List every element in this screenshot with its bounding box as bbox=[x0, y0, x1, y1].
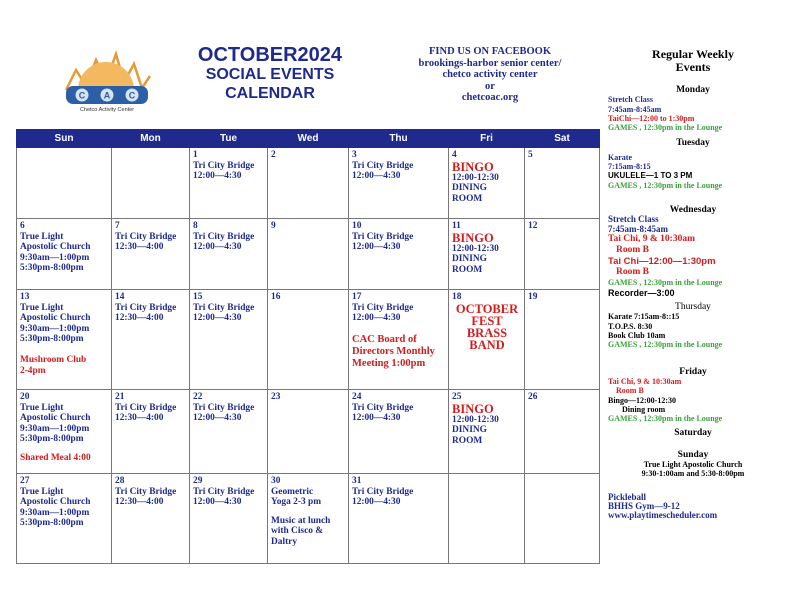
day-number: 8 bbox=[193, 221, 198, 231]
week-row-3 bbox=[17, 290, 600, 390]
title-line-2: SOCIAL EVENTS bbox=[205, 66, 335, 83]
event-text: DINING bbox=[452, 254, 487, 265]
pickleball-title: Pickleball bbox=[608, 491, 646, 502]
day-cell-3 bbox=[349, 148, 449, 219]
day-number: 10 bbox=[352, 221, 362, 231]
day-number: 1 bbox=[193, 150, 198, 160]
day-cell-26 bbox=[525, 390, 600, 474]
title-line-1: OCTOBER2024 bbox=[197, 44, 343, 66]
event-time: 12:00—4:30 bbox=[193, 497, 242, 508]
event-text: Tri City Bridge bbox=[115, 486, 177, 497]
event-text: Tri City Bridge bbox=[352, 231, 414, 242]
day-number: 17 bbox=[352, 292, 362, 302]
weekly-event: Stretch Class bbox=[608, 95, 653, 105]
week-row-2 bbox=[17, 219, 600, 290]
event-text: Tri City Bridge bbox=[193, 160, 255, 171]
board-meeting-text: CAC Board of bbox=[352, 333, 417, 345]
event-text: True Light bbox=[20, 486, 64, 497]
pickleball-website: www.playtimescheduler.com bbox=[608, 510, 718, 521]
event-time: 12:00—4:30 bbox=[352, 171, 401, 182]
day-number: 15 bbox=[193, 292, 203, 302]
weekly-event: T.O.P.S. 8:30 bbox=[608, 321, 653, 331]
day-number: 26 bbox=[528, 392, 538, 402]
board-meeting-text: Directors Monthly bbox=[352, 345, 435, 357]
logo-caption: Chetco Activity Center bbox=[79, 107, 135, 113]
day-number: 2 bbox=[271, 150, 276, 160]
event-text: Tri City Bridge bbox=[115, 231, 177, 242]
weekly-event: Karate bbox=[608, 152, 632, 162]
event-time: Yoga 2-3 pm bbox=[271, 497, 321, 508]
day-cell-empty bbox=[17, 148, 112, 219]
weekday-mon: Mon bbox=[112, 130, 190, 148]
weekly-day-wednesday: Wednesday bbox=[669, 204, 717, 215]
weekly-event: GAMES , 12:30pm in the Lounge bbox=[608, 180, 723, 190]
event-time: 5:30pm-8:00pm bbox=[20, 334, 84, 345]
weekly-event: Karate 7:15am-8::15 bbox=[608, 312, 680, 322]
event-time: 9:30am—1:00pm bbox=[20, 252, 90, 263]
event-text: Apostolic Church bbox=[20, 497, 91, 508]
logo-letter-1: C bbox=[78, 90, 86, 101]
event-time: 12:00—4:30 bbox=[352, 413, 401, 424]
event-time: 9:30am—1:00pm bbox=[20, 423, 90, 434]
day-number: 24 bbox=[352, 392, 362, 402]
event-text: True Light bbox=[20, 302, 64, 313]
facebook-info bbox=[395, 46, 585, 104]
weekly-event: GAMES , 12:30pm in the Lounge bbox=[608, 277, 723, 287]
event-time: 12:00-12:30 bbox=[452, 172, 499, 183]
weekday-sat: Sat bbox=[525, 130, 600, 148]
event-text: Tri City Bridge bbox=[352, 302, 414, 313]
day-number: 7 bbox=[115, 221, 120, 231]
day-number: 14 bbox=[115, 292, 125, 302]
day-cell-1 bbox=[190, 148, 268, 219]
event-text: Tri City Bridge bbox=[115, 302, 177, 313]
day-cell-13 bbox=[17, 290, 112, 390]
weekly-event: Room B bbox=[616, 244, 649, 255]
day-cell-4 bbox=[449, 148, 525, 219]
event-text: Geometric bbox=[271, 486, 314, 497]
day-number: 25 bbox=[452, 392, 462, 402]
event-text: Tri City Bridge bbox=[193, 231, 255, 242]
event-time: 12:30—4:00 bbox=[115, 242, 164, 253]
sun-logo-icon bbox=[58, 42, 154, 114]
day-number: 28 bbox=[115, 476, 125, 486]
weekday-thu: Thu bbox=[349, 130, 449, 148]
event-text: Music at lunch bbox=[271, 515, 331, 526]
day-number: 3 bbox=[352, 150, 357, 160]
day-cell-19 bbox=[525, 290, 600, 390]
weekly-event: Recorder—3:00 bbox=[608, 288, 675, 299]
weekly-title-2: Events bbox=[675, 60, 711, 74]
day-cell-18 bbox=[449, 290, 525, 390]
weekly-event: Room B bbox=[616, 386, 644, 396]
event-time: 12:00—4:30 bbox=[193, 171, 242, 182]
day-cell-14 bbox=[112, 290, 190, 390]
day-cell-6 bbox=[17, 219, 112, 290]
page-title bbox=[170, 46, 370, 103]
event-text: Tri City Bridge bbox=[193, 302, 255, 313]
event-time: 12:00—4:30 bbox=[193, 313, 242, 324]
weekday-tue: Tue bbox=[190, 130, 268, 148]
event-time: 5:30pm-8:00pm bbox=[20, 518, 84, 529]
event-text: ROOM bbox=[452, 435, 483, 446]
logo-letter-3: C bbox=[128, 90, 136, 101]
event-time: 12:00—4:30 bbox=[193, 242, 242, 253]
day-number: 29 bbox=[193, 476, 203, 486]
event-text: Tri City Bridge bbox=[193, 486, 255, 497]
event-time: 12:00—4:30 bbox=[352, 313, 401, 324]
calendar-grid bbox=[16, 129, 600, 564]
day-cell-7 bbox=[112, 219, 190, 290]
day-cell-23 bbox=[268, 390, 349, 474]
weekly-event: Room B bbox=[616, 266, 649, 277]
day-number: 6 bbox=[20, 221, 25, 231]
weekly-event: Stretch Class bbox=[608, 214, 659, 225]
bingo-label: BINGO bbox=[452, 230, 494, 245]
event-text: Apostolic Church bbox=[20, 313, 91, 324]
weekly-event: UKULELE—1 TO 3 PM bbox=[608, 171, 693, 181]
day-cell-9 bbox=[268, 219, 349, 290]
weekly-day-tuesday: Tuesday bbox=[676, 138, 710, 149]
event-time: 12:30—4:00 bbox=[115, 497, 164, 508]
day-cell-15 bbox=[190, 290, 268, 390]
event-time: 12:00-12:30 bbox=[452, 414, 499, 425]
day-cell-30 bbox=[268, 474, 349, 564]
weekly-event: 7:45am-8:45am bbox=[608, 223, 668, 234]
bingo-label: BINGO bbox=[452, 401, 494, 416]
event-time: 5:30pm-8:00pm bbox=[20, 434, 84, 445]
event-time: 12:00—4:30 bbox=[193, 413, 242, 424]
event-text: Apostolic Church bbox=[20, 413, 91, 424]
day-number: 19 bbox=[528, 292, 538, 302]
event-text: Daltry bbox=[271, 536, 298, 547]
day-cell-29 bbox=[190, 474, 268, 564]
event-time: 12:00—4:30 bbox=[352, 497, 401, 508]
weekly-event: Book Club 10am bbox=[608, 331, 666, 341]
day-cell-27 bbox=[17, 474, 112, 564]
day-cell-5 bbox=[525, 148, 600, 219]
day-cell-10 bbox=[349, 219, 449, 290]
weekly-day-monday: Monday bbox=[676, 85, 710, 95]
weekly-event: Tai Chi—12:00—1:30pm bbox=[608, 255, 716, 267]
event-time: 5:30pm-8:00pm bbox=[20, 263, 84, 274]
event-text: Apostolic Church bbox=[20, 242, 91, 253]
facebook-line-3: chetco activity center bbox=[442, 69, 538, 80]
shared-meal-text: Shared Meal 4:00 bbox=[20, 452, 91, 463]
weekly-event: 7:15am-8:15 bbox=[608, 162, 651, 172]
day-number: 9 bbox=[271, 221, 276, 231]
octoberfest-text: BAND bbox=[469, 337, 505, 352]
day-cell-8 bbox=[190, 219, 268, 290]
day-cell-20 bbox=[17, 390, 112, 474]
event-text: ROOM bbox=[452, 264, 483, 275]
title-line-3: CALENDAR bbox=[225, 85, 315, 102]
event-text: Tri City Bridge bbox=[193, 402, 255, 413]
weekly-event: Dining room bbox=[622, 404, 666, 414]
day-cell-16 bbox=[268, 290, 349, 390]
day-number: 5 bbox=[528, 150, 533, 160]
event-text: Tri City Bridge bbox=[352, 402, 414, 413]
weekday-fri: Fri bbox=[449, 130, 525, 148]
logo-letter-2: A bbox=[103, 90, 111, 101]
facebook-line-2: brookings-harbor senior center/ bbox=[418, 57, 562, 69]
day-number: 31 bbox=[352, 476, 362, 486]
event-text: True Light bbox=[20, 402, 64, 413]
day-cell-empty bbox=[449, 474, 525, 564]
event-text: DINING bbox=[452, 425, 487, 436]
event-text: Tri City Bridge bbox=[352, 160, 414, 171]
week-row-4 bbox=[17, 390, 600, 474]
day-number: 4 bbox=[452, 150, 457, 160]
event-text: DINING bbox=[452, 183, 487, 194]
day-cell-17 bbox=[349, 290, 449, 390]
weekly-day-sunday: Sunday bbox=[677, 449, 709, 460]
day-cell-empty bbox=[525, 474, 600, 564]
weekly-event: Tai Chi, 9 & 10:30am bbox=[608, 233, 696, 244]
event-time: 12:00—4:30 bbox=[352, 242, 401, 253]
weekly-event: 9:30-1:00am and 5:30-8:00pm bbox=[641, 469, 745, 479]
day-cell-25 bbox=[449, 390, 525, 474]
weekly-event: TaiChi—12:00 to 1:30pm bbox=[608, 113, 695, 123]
octoberfest-text: BRASS bbox=[466, 325, 508, 340]
special-event: Mushroom Club bbox=[20, 354, 87, 365]
weekly-event: Tai Chi, 9 & 10:30am bbox=[608, 376, 682, 386]
day-number: 13 bbox=[20, 292, 30, 302]
day-cell-11 bbox=[449, 219, 525, 290]
board-meeting-time: Meeting 1:00pm bbox=[352, 357, 426, 369]
weekday-wed: Wed bbox=[268, 130, 349, 148]
event-text: with Cisco & bbox=[271, 526, 324, 537]
day-number: 27 bbox=[20, 476, 30, 486]
day-cell-2 bbox=[268, 148, 349, 219]
event-time: 12:30—4:00 bbox=[115, 313, 164, 324]
day-number: 18 bbox=[452, 292, 462, 302]
weekday-header-row bbox=[17, 130, 600, 148]
day-number: 22 bbox=[193, 392, 203, 402]
day-number: 16 bbox=[271, 292, 281, 302]
octoberfest-text: OCTOBER bbox=[455, 301, 519, 316]
weekly-event: GAMES , 12:30pm in the Lounge bbox=[608, 414, 723, 424]
weekly-event: True Light Apostolic Church bbox=[643, 460, 743, 470]
day-cell-24 bbox=[349, 390, 449, 474]
weekly-event: GAMES , 12:30pm in the Lounge bbox=[608, 340, 723, 350]
week-row-1 bbox=[17, 148, 600, 219]
weekly-event: 7:45am-8:45am bbox=[608, 104, 662, 114]
event-text: ROOM bbox=[452, 193, 483, 204]
pickleball-location: BHHS Gym—9-12 bbox=[608, 500, 680, 511]
day-cell-21 bbox=[112, 390, 190, 474]
day-number: 12 bbox=[528, 221, 538, 231]
facebook-line-1: FIND US ON FACEBOOK bbox=[428, 46, 552, 57]
weekly-event: Bingo—12:00-12:30 bbox=[608, 395, 676, 405]
event-time: 9:30am—1:00pm bbox=[20, 323, 90, 334]
event-text: Tri City Bridge bbox=[352, 486, 414, 497]
event-time: 12:30—4:00 bbox=[115, 413, 164, 424]
day-number: 23 bbox=[271, 392, 281, 402]
day-cell-12 bbox=[525, 219, 600, 290]
facebook-line-4: or bbox=[485, 80, 495, 92]
day-number: 30 bbox=[271, 476, 281, 486]
weekly-event: GAMES , 12:30pm in the Lounge bbox=[608, 123, 723, 133]
day-number: 21 bbox=[115, 392, 125, 402]
event-time: 12:00-12:30 bbox=[452, 243, 499, 254]
event-text: Tri City Bridge bbox=[115, 402, 177, 413]
day-cell-31 bbox=[349, 474, 449, 564]
day-number: 11 bbox=[452, 221, 461, 231]
day-cell-22 bbox=[190, 390, 268, 474]
day-number: 20 bbox=[20, 392, 30, 402]
weekly-day-saturday: Saturday bbox=[674, 428, 712, 439]
day-cell-empty bbox=[112, 148, 190, 219]
weekly-day-friday: Friday bbox=[679, 366, 707, 377]
cac-logo bbox=[58, 42, 154, 114]
octoberfest-text: FEST bbox=[471, 313, 503, 328]
bingo-label: BINGO bbox=[452, 159, 494, 174]
weekly-title-1: Regular Weekly bbox=[652, 47, 734, 61]
event-time: 9:30am—1:00pm bbox=[20, 507, 90, 518]
weekly-day-thursday: Thursday bbox=[675, 302, 711, 313]
weekly-events-panel bbox=[608, 48, 778, 521]
facebook-line-5: chetcoac.org bbox=[461, 92, 519, 103]
week-row-5 bbox=[17, 474, 600, 564]
event-text: True Light bbox=[20, 231, 64, 242]
special-event-time: 2-4pm bbox=[20, 365, 46, 376]
weekday-sun: Sun bbox=[17, 130, 112, 148]
day-cell-28 bbox=[112, 474, 190, 564]
